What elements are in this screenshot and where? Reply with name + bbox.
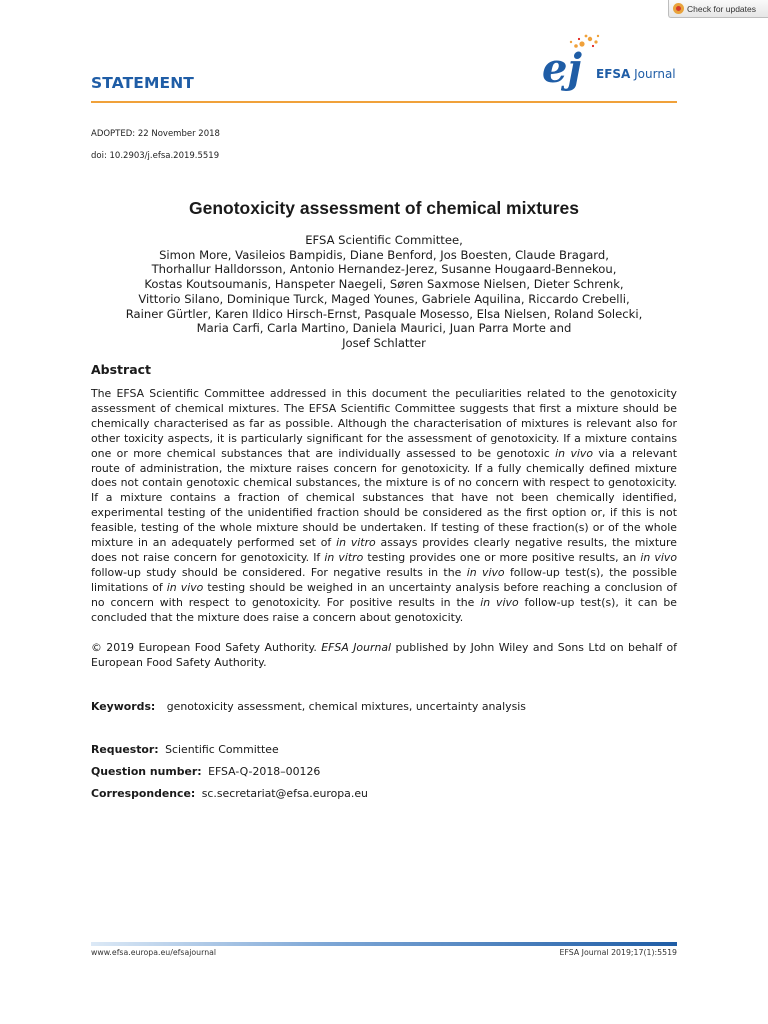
check-for-updates-label: Check for updates: [687, 3, 756, 14]
requestor-value: Scientific Committee: [165, 743, 279, 756]
keywords: [91, 700, 526, 713]
journal-url-link[interactable]: www.efsa.europa.eu/efsajournal: [91, 948, 217, 957]
author-line: Josef Schlatter: [342, 335, 426, 350]
logo-letters: ej: [542, 45, 582, 92]
author-line: Kostas Koutsoumanis, Hanspeter Naegeli, Søren Saxmose Nielsen, Dieter Schrenk,: [144, 277, 624, 292]
author-line: EFSA Scientific Committee,: [305, 233, 463, 247]
efsa-journal-logo-icon: [538, 32, 678, 98]
citation: EFSA Journal 2019;17(1):5519: [559, 948, 677, 957]
abstract-text: The EFSA Scientific Committee addressed in this document the peculiarities related to the genotoxicity assessment of chemical mixtures. The EFSA Scientific Committee suggests that first a mixture should be chemically characterised as far as possible. Although the characterisation of mixtures is relevant also for other toxicity aspects, it is particularly significant for the assessment of genotoxicity. If a mixture contains one or more chemical substances that are individually assessed to be genotoxic in vivo via a relevant route of administration, the mixture raises concern for genotoxicity. If a fully chemically defined mixture does not contain genotoxic chemical substances, the mixture is of no concern with respect to genotoxicity. If a mixture contains a fraction of chemical substances that have not been chemically identified, experimental testing of the unidentified fraction should be considered as the first option or, if this is not feasible, testing of the whole mixture should be undertaken. If testing of these fraction(s) or of the whole mixture in an adequately performed set of in vitro assays provides clearly negative results, the mixture does not raise concern for genotoxicity. If in vitro testing provides one or more positive results, an in vivo follow-up study should be considered. For negative results in the in vivo follow-up test(s), the possible limitations of in vivo testing should be weighed in an uncertainty analysis before reaching a conclusion of no concern with respect to genotoxicity. For positive results in the in vivo follow-up test(s), it can be concluded that the mixture does raise a concern about genotoxicity.: [91, 387, 677, 624]
author-list: [91, 233, 677, 351]
author-line: Thorhallur Halldorsson, Antonio Hernandez-Jerez, Susanne Hougaard-Bennekou,: [151, 262, 617, 277]
keywords-value: genotoxicity assessment, chemical mixtures, uncertainty analysis: [166, 700, 526, 713]
adopted-date: ADOPTED: 22 November 2018: [91, 129, 220, 139]
correspondence-email-link[interactable]: sc.secretariat@efsa.europa.eu: [201, 787, 368, 800]
copyright-notice: © 2019 European Food Safety Authority. EFSA Journal published by John Wiley and Sons Ltd on behalf of European Food Safety Authority.: [91, 641, 677, 669]
requestor: [91, 743, 279, 756]
correspondence: [91, 787, 368, 800]
author-line: Maria Carfi, Carla Martino, Daniela Maurici, Juan Parra Morte and: [196, 321, 572, 336]
check-for-updates-button[interactable]: [668, 0, 768, 18]
header-divider: [91, 101, 677, 103]
author-line: Rainer Gürtler, Karen Ildico Hirsch-Ernst, Pasquale Mosesso, Elsa Nielsen, Roland Solecki,: [125, 306, 643, 321]
author-line: Simon More, Vasileios Bampidis, Diane Benford, Jos Boesten, Claude Bragard,: [159, 247, 609, 262]
question-number-value: EFSA-Q-2018–00126: [208, 765, 321, 778]
section-label: STATEMENT: [91, 74, 194, 92]
journal-name: EFSA Journal: [596, 67, 676, 81]
crossmark-icon: [673, 3, 684, 14]
keywords-label: Keywords:: [91, 700, 156, 713]
requestor-label: Requestor:: [91, 743, 159, 756]
paper-title: Genotoxicity assessment of chemical mixtures: [188, 198, 580, 218]
question-number-label: Question number:: [91, 765, 202, 778]
author-line: Vittorio Silano, Dominique Turck, Maged Younes, Gabriele Aquilina, Riccardo Crebelli,: [138, 291, 630, 306]
abstract-heading: Abstract: [91, 362, 152, 377]
correspondence-label: Correspondence:: [91, 787, 196, 800]
doi-link[interactable]: doi: 10.2903/j.efsa.2019.5519: [91, 151, 220, 161]
footer-divider: [91, 942, 677, 946]
question-number: [91, 765, 320, 778]
